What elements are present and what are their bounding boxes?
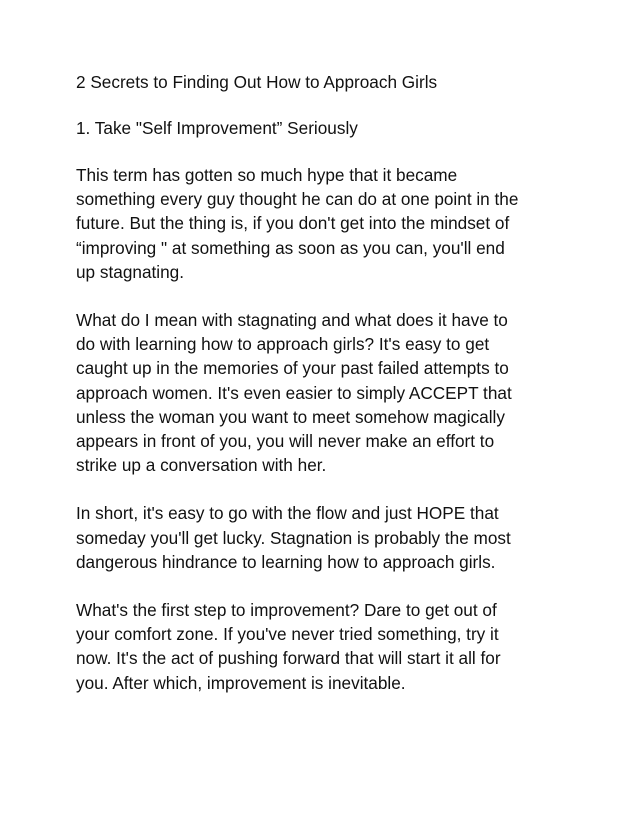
paragraph-line: approach women. It's even easier to simply ACCEPT that bbox=[76, 382, 512, 403]
paragraph-line: In short, it's easy to go with the flow and just HOPE that bbox=[76, 503, 499, 524]
paragraph-line: caught up in the memories of your past failed attempts to bbox=[76, 358, 509, 379]
document-content bbox=[76, 70, 616, 719]
paragraph-line: What do I mean with stagnating and what does it have to bbox=[76, 310, 508, 331]
paragraph-line: dangerous hindrance to learning how to approach girls. bbox=[76, 551, 496, 572]
paragraph-line: do with learning how to approach girls? It's easy to get bbox=[76, 334, 490, 355]
paragraph-3 bbox=[76, 501, 616, 574]
paragraph-line: now. It's the act of pushing forward that will start it all for bbox=[76, 648, 501, 669]
paragraph-line: you. After which, improvement is inevitable. bbox=[76, 672, 406, 693]
paragraph-line: What's the first step to improvement? Dare to get out of bbox=[76, 600, 497, 621]
paragraph-line: strike up a conversation with her. bbox=[76, 455, 327, 476]
paragraph-line: someday you'll get lucky. Stagnation is probably the most bbox=[76, 527, 511, 548]
paragraph-4 bbox=[76, 598, 616, 695]
paragraph-line: unless the woman you want to meet somehow magically bbox=[76, 406, 505, 427]
paragraph-line: your comfort zone. If you've never tried something, try it bbox=[76, 624, 499, 645]
paragraph-line: future. But the thing is, if you don't get into the mindset of bbox=[76, 213, 510, 234]
section-heading: 1. Take "Self Improvement” Seriously bbox=[76, 118, 358, 138]
paragraph-line: something every guy thought he can do at one point in the bbox=[76, 189, 519, 210]
paragraph-line: appears in front of you, you will never make an effort to bbox=[76, 431, 495, 452]
paragraph-line: up stagnating. bbox=[76, 261, 184, 282]
paragraph-2 bbox=[76, 308, 616, 477]
document-title: 2 Secrets to Finding Out How to Approach Girls bbox=[76, 72, 438, 92]
paragraph-1 bbox=[76, 163, 616, 284]
paragraph-line: This term has gotten so much hype that it became bbox=[76, 165, 458, 185]
paragraph-line: “improving " at something as soon as you can, you'll end bbox=[76, 237, 505, 258]
